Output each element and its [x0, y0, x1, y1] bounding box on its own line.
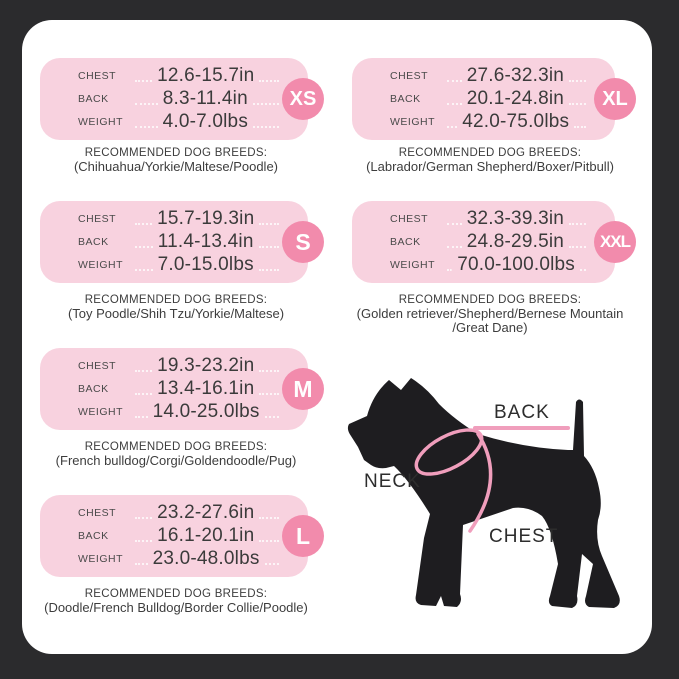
chest-value: 23.2-27.6in — [157, 502, 255, 523]
breeds-note-xl — [329, 146, 651, 174]
dotted-leader — [135, 393, 152, 395]
recommended-title: RECOMMENDED DOG BREEDS: — [398, 294, 582, 306]
weight-value: 14.0-25.0lbs — [152, 401, 260, 422]
chest-label: CHEST — [390, 70, 429, 82]
recommended-title: RECOMMENDED DOG BREEDS: — [84, 147, 268, 159]
breeds-note-s — [15, 293, 337, 321]
breeds-list-line2: /Great Dane) — [452, 320, 528, 335]
back-value: 8.3-11.4in — [162, 88, 248, 109]
size-card-l — [40, 495, 311, 577]
size-badge-xs: XS — [282, 78, 324, 120]
breeds-list: (French bulldog/Corgi/Goldendoodle/Pug) — [55, 453, 297, 468]
measure-row-chest — [78, 502, 284, 525]
dog-body-shape — [348, 378, 620, 608]
dotted-leader — [259, 269, 279, 271]
dotted-leader — [569, 246, 586, 248]
dotted-leader — [259, 223, 279, 225]
weight-label: WEIGHT — [78, 406, 123, 418]
back-value: 11.4-13.4in — [157, 231, 254, 252]
dotted-leader — [135, 540, 152, 542]
dotted-leader — [135, 269, 153, 271]
measure-row-weight — [78, 401, 284, 424]
dotted-leader — [447, 246, 462, 248]
measure-row-chest — [78, 65, 284, 88]
dotted-leader — [135, 80, 152, 82]
back-label: BACK — [390, 236, 421, 248]
dotted-leader — [569, 223, 586, 225]
size-badge-m: M — [282, 368, 324, 410]
size-badge-s: S — [282, 221, 324, 263]
dotted-leader — [447, 103, 462, 105]
dotted-leader — [447, 223, 462, 225]
size-card-xs — [40, 58, 317, 140]
size-badge-l: L — [282, 515, 324, 557]
chest-value: 27.6-32.3in — [466, 65, 565, 86]
dotted-leader — [135, 416, 148, 418]
breeds-note-xs — [15, 146, 337, 174]
measure-row-weight — [390, 111, 591, 134]
recommended-title: RECOMMENDED DOG BREEDS: — [84, 588, 268, 600]
dotted-leader — [259, 517, 279, 519]
weight-label: WEIGHT — [390, 116, 435, 128]
breeds-list: (Labrador/German Shepherd/Boxer/Pitbull) — [366, 159, 614, 174]
back-value: 20.1-24.8in — [466, 88, 565, 109]
weight-label: WEIGHT — [78, 553, 123, 565]
dotted-leader — [447, 269, 452, 271]
breeds-note-m — [15, 440, 337, 468]
measure-row-back — [78, 525, 284, 548]
dotted-leader — [135, 246, 153, 248]
back-value: 16.1-20.1in — [157, 525, 255, 546]
chest-label: CHEST — [390, 213, 429, 225]
dotted-leader — [259, 393, 279, 395]
dotted-leader — [253, 126, 279, 128]
breeds-note-l — [15, 587, 337, 615]
dotted-leader — [580, 269, 586, 271]
chest-value: 12.6-15.7in — [157, 65, 255, 86]
size-card-xxl — [352, 201, 631, 283]
size-badge-xl: XL — [594, 78, 636, 120]
size-card-xl — [352, 58, 628, 140]
dotted-leader — [447, 126, 457, 128]
weight-value: 70.0-100.0lbs — [457, 254, 575, 275]
dotted-leader — [259, 370, 279, 372]
measure-row-back — [390, 231, 591, 254]
back-label: BACK — [78, 93, 109, 105]
weight-value: 7.0-15.0lbs — [157, 254, 254, 275]
measure-row-weight — [390, 254, 591, 277]
dotted-leader — [569, 80, 586, 82]
dotted-leader — [265, 563, 279, 565]
dotted-leader — [259, 540, 279, 542]
weight-value: 42.0-75.0lbs — [462, 111, 570, 132]
weight-label: WEIGHT — [390, 259, 435, 271]
chest-value: 19.3-23.2in — [157, 355, 255, 376]
recommended-title: RECOMMENDED DOG BREEDS: — [84, 441, 268, 453]
dotted-leader — [265, 416, 279, 418]
chest-label: CHEST — [78, 507, 117, 519]
dotted-leader — [135, 126, 158, 128]
measure-row-back — [78, 378, 284, 401]
measure-row-weight — [78, 548, 284, 571]
measure-row-chest — [390, 208, 591, 231]
dotted-leader — [259, 246, 279, 248]
breeds-note-xxl — [329, 293, 651, 335]
breeds-list: (Doodle/French Bulldog/Border Collie/Poodle) — [44, 600, 308, 615]
measure-row-back — [78, 231, 284, 254]
weight-label: WEIGHT — [78, 116, 123, 128]
dotted-leader — [135, 370, 152, 372]
dotted-leader — [447, 80, 462, 82]
weight-label: WEIGHT — [78, 259, 123, 271]
dotted-leader — [135, 517, 152, 519]
measure-row-chest — [390, 65, 591, 88]
weight-value: 23.0-48.0lbs — [152, 548, 260, 569]
measure-row-back — [78, 88, 284, 111]
dotted-leader — [569, 103, 586, 105]
measure-row-back — [390, 88, 591, 111]
dotted-leader — [574, 126, 586, 128]
size-badge-xxl: XXL — [594, 221, 636, 263]
recommended-title: RECOMMENDED DOG BREEDS: — [398, 147, 582, 159]
back-label: BACK — [78, 530, 109, 542]
dotted-leader — [135, 223, 152, 225]
chest-measure-label: CHEST — [489, 526, 559, 547]
back-label: BACK — [390, 93, 421, 105]
back-label: BACK — [78, 236, 109, 248]
chest-value: 15.7-19.3in — [157, 208, 255, 229]
chest-label: CHEST — [78, 360, 117, 372]
breeds-list: (Golden retriever/Shepherd/Bernese Mountain — [356, 306, 624, 321]
chest-label: CHEST — [78, 213, 117, 225]
size-card-s — [40, 201, 311, 283]
back-value: 13.4-16.1in — [157, 378, 255, 399]
breeds-list: (Toy Poodle/Shih Tzu/Yorkie/Maltese) — [67, 306, 285, 321]
back-measure-label: BACK — [494, 402, 550, 423]
chest-label: CHEST — [78, 70, 117, 82]
back-label: BACK — [78, 383, 109, 395]
chest-value: 32.3-39.3in — [466, 208, 565, 229]
recommended-title: RECOMMENDED DOG BREEDS: — [84, 294, 268, 306]
back-value: 24.8-29.5in — [466, 231, 565, 252]
dotted-leader — [135, 563, 148, 565]
dotted-leader — [259, 80, 279, 82]
measure-row-chest — [78, 208, 284, 231]
neck-measure-label: NECK — [364, 471, 421, 492]
breeds-list: (Chihuahua/Yorkie/Maltese/Poodle) — [73, 159, 279, 174]
dotted-leader — [253, 103, 279, 105]
size-card-m — [40, 348, 313, 430]
measure-row-chest — [78, 355, 284, 378]
dotted-leader — [135, 103, 158, 105]
measure-row-weight — [78, 254, 284, 277]
measure-row-weight — [78, 111, 284, 134]
weight-value: 4.0-7.0lbs — [162, 111, 249, 132]
